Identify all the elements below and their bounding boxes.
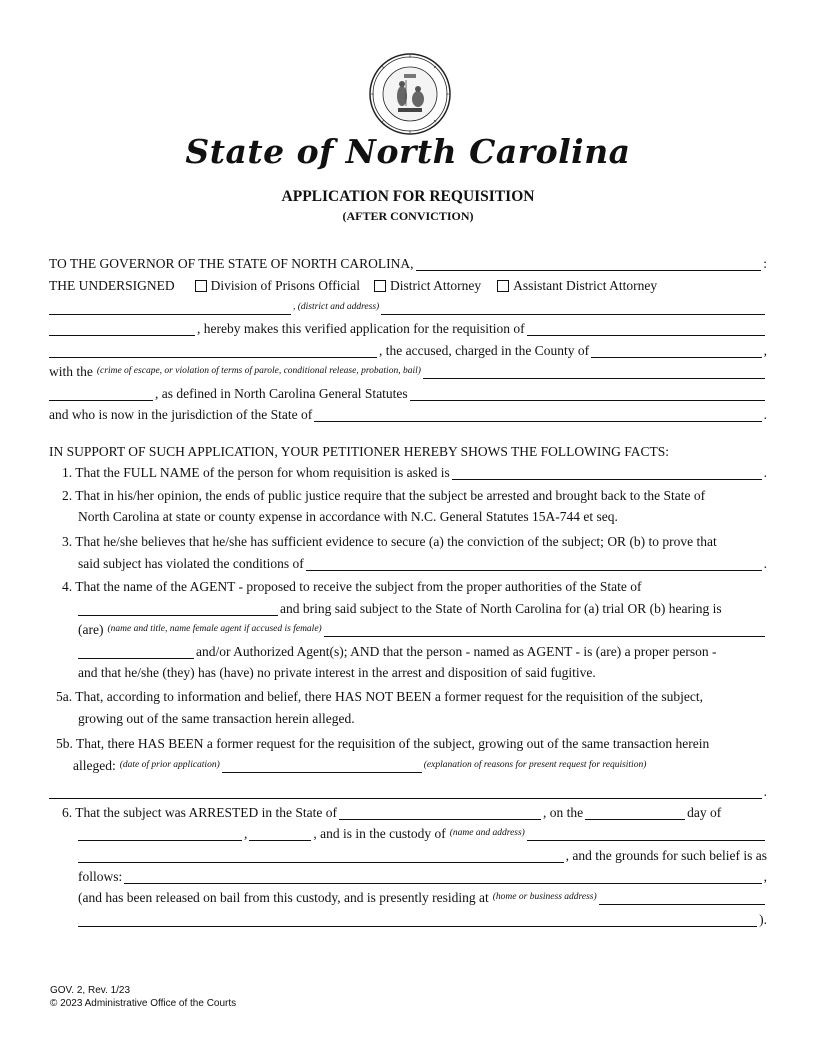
prior-application-date-label: (date of prior application): [119, 760, 220, 770]
option-assistant-district-attorney: Assistant District Attorney: [513, 278, 658, 293]
option-division-of-prisons: Division of Prisons Official: [210, 278, 360, 293]
requisition-row: [49, 320, 767, 336]
custody-field[interactable]: [527, 828, 765, 841]
to-governor-text: TO THE GOVERNOR OF THE STATE OF NORTH CAROLINA,: [49, 256, 414, 271]
fact-2-text-b: North Carolina at state or county expense in accordance with N.C. General Statutes 15A-744 et seq.: [78, 509, 618, 524]
undersigned-name-field[interactable]: [49, 302, 291, 315]
comma-text: ,: [763, 869, 767, 884]
fact-2-row-b: [78, 508, 767, 524]
checkbox-assistant-district-attorney[interactable]: [497, 280, 509, 292]
crime-field[interactable]: [423, 366, 765, 379]
fact-4-text-b: and bring said subject to the State of North Carolina for (a) trial OR (b) hearing is: [280, 601, 722, 616]
district-address-field-2[interactable]: [49, 323, 195, 336]
fact-1-row: [62, 464, 767, 480]
arrest-day-field[interactable]: [585, 807, 685, 820]
checkbox-division-of-prisons[interactable]: [195, 280, 207, 292]
accused-name-field[interactable]: [49, 345, 377, 358]
fact-6-text-a: 6. That the subject was ARRESTED in the State of: [62, 805, 337, 820]
fact-5b-text-a: 5b. That, there HAS BEEN a former request for the requisition of the subject, growing out of the same transaction herein: [56, 736, 710, 751]
undersigned-row: [49, 277, 767, 293]
form-number: GOV. 2, Rev. 1/23: [50, 985, 131, 996]
fact-6-row-a: [62, 804, 767, 820]
fact-6-row-e: [78, 889, 767, 905]
agent-name-label: (name and title, name female agent if accused is female): [107, 624, 322, 634]
fact-4-row-e: [78, 664, 767, 680]
custody-text: , and is in the custody of: [313, 826, 446, 841]
on-the-text: , on the: [542, 805, 584, 820]
fact-6-row-f: [78, 911, 767, 927]
state-title: State of North Carolina: [185, 132, 631, 171]
fact-4-row-b: [78, 600, 767, 616]
with-the-text: with the: [49, 364, 93, 379]
custody-label: (name and address): [449, 828, 525, 838]
form-title: APPLICATION FOR REQUISITION: [281, 188, 535, 205]
option-district-attorney: District Attorney: [390, 278, 482, 293]
fact-4-row-c: [78, 621, 767, 637]
crime-field-2[interactable]: [49, 388, 153, 401]
crime-row: [49, 363, 767, 379]
checkbox-district-attorney[interactable]: [374, 280, 386, 292]
period-text: .: [763, 465, 767, 480]
custody-field-2[interactable]: [78, 850, 564, 863]
fact-5a-row-a: [56, 688, 767, 704]
fact-4-text-d: and/or Authorized Agent(s); AND that the person - named as AGENT - is (are) a proper person -: [196, 644, 717, 659]
arrest-month-field[interactable]: [78, 828, 242, 841]
follows-text: follows:: [78, 869, 123, 884]
home-address-field[interactable]: [599, 892, 765, 905]
accused-charged-text: , the accused, charged in the County of: [379, 343, 590, 358]
prior-application-date-field[interactable]: [222, 760, 422, 773]
home-address-field-2[interactable]: [78, 914, 757, 927]
jurisdiction-text: and who is now in the jurisdiction of the State of: [49, 407, 313, 422]
fact-4-text-e: and that he/she (they) has (have) no private interest in the arrest and disposition of said fugitive.: [78, 665, 596, 680]
bail-text: (and has been released on bail from this custody, and is presently residing at: [78, 890, 489, 905]
fact-4-text-a: 4. That the name of the AGENT - proposed to receive the subject from the proper authorities of the State of: [62, 579, 642, 594]
undersigned-text: THE UNDERSIGNED: [49, 278, 175, 293]
close-paren-text: ).: [759, 912, 767, 927]
fact-5b-row-a: [56, 735, 767, 751]
requisition-of-field[interactable]: [527, 323, 765, 336]
comma-text: ,: [763, 343, 767, 358]
full-name-field[interactable]: [452, 467, 762, 480]
form-subtitle: (AFTER CONVICTION): [342, 209, 474, 223]
state-seal-icon: [368, 52, 452, 136]
agent-name-field[interactable]: [324, 624, 765, 637]
grounds-field[interactable]: [124, 871, 761, 884]
fact-1-text: 1. That the FULL NAME of the person for whom requisition is asked is: [62, 465, 450, 480]
copyright: © 2023 Administrative Office of the Courts: [50, 998, 237, 1009]
comma-text: ,: [244, 826, 248, 841]
explanation-label: (explanation of reasons for present request for requisition): [423, 760, 647, 770]
fact-5b-text-b: alleged:: [73, 758, 116, 773]
accused-row: [49, 342, 767, 358]
fact-4-text-c: (are): [78, 622, 104, 637]
crime-label: (crime of escape, or violation of terms of parole, conditional release, probation, bail): [96, 366, 421, 376]
district-address-field[interactable]: [381, 302, 765, 315]
statutes-field[interactable]: [410, 388, 765, 401]
colon-text: :: [763, 256, 767, 271]
governor-address-field[interactable]: [416, 258, 762, 271]
district-row: [49, 299, 767, 315]
fact-5a-text-a: 5a. That, according to information and belief, there HAS NOT BEEN a former request for the requisition of the subject,: [56, 689, 703, 704]
fact-5a-text-b: growing out of the same transaction herein alleged.: [78, 711, 355, 726]
facts-heading: [49, 443, 767, 459]
fact-5b-row-b: [73, 757, 767, 773]
day-of-text: day of: [687, 805, 722, 820]
fact-4-row-a: [62, 578, 767, 594]
statutes-row: [49, 385, 767, 401]
fact-4-row-d: [78, 643, 767, 659]
jurisdiction-state-field[interactable]: [314, 409, 761, 422]
hereby-makes-text: , hereby makes this verified application for the requisition of: [197, 321, 525, 336]
fact-3-text-a: 3. That he/she believes that he/she has sufficient evidence to secure (a) the conviction of the subject; OR (b) to prove that: [62, 534, 717, 549]
to-governor-row: [49, 255, 767, 271]
fact-6-row-d: [78, 868, 767, 884]
county-field[interactable]: [591, 345, 762, 358]
as-defined-text: , as defined in North Carolina General Statutes: [155, 386, 408, 401]
fact-3-row-a: [62, 533, 767, 549]
grounds-text: , and the grounds for such belief is as: [565, 848, 767, 863]
arrest-year-field[interactable]: [249, 828, 311, 841]
facts-heading-text: IN SUPPORT OF SUCH APPLICATION, YOUR PETITIONER HEREBY SHOWS THE FOLLOWING FACTS:: [49, 444, 669, 459]
fact-5a-row-b: [78, 710, 767, 726]
agent-state-field[interactable]: [78, 603, 278, 616]
agent-name-field-2[interactable]: [78, 646, 194, 659]
period-text: .: [763, 407, 767, 422]
district-address-label: , (district and address): [293, 302, 380, 312]
fact-3-text-b: said subject has violated the conditions of: [78, 556, 304, 571]
fact-6-row-b: [78, 825, 767, 841]
fact-2-text-a: 2. That in his/her opinion, the ends of public justice require that the subject be arrested and brought back to the State of: [62, 488, 706, 503]
arrest-state-field[interactable]: [339, 807, 541, 820]
fact-3-row-b: [78, 555, 767, 571]
period-text: .: [763, 784, 767, 799]
period-text: .: [763, 556, 767, 571]
explanation-field[interactable]: [49, 786, 762, 799]
fact-6-row-c: [78, 847, 767, 863]
conditions-field[interactable]: [306, 558, 762, 571]
home-address-label: (home or business address): [492, 892, 597, 902]
fact-2-row-a: [62, 487, 767, 503]
fact-5b-row-c: [49, 783, 767, 799]
jurisdiction-row: [49, 406, 767, 422]
